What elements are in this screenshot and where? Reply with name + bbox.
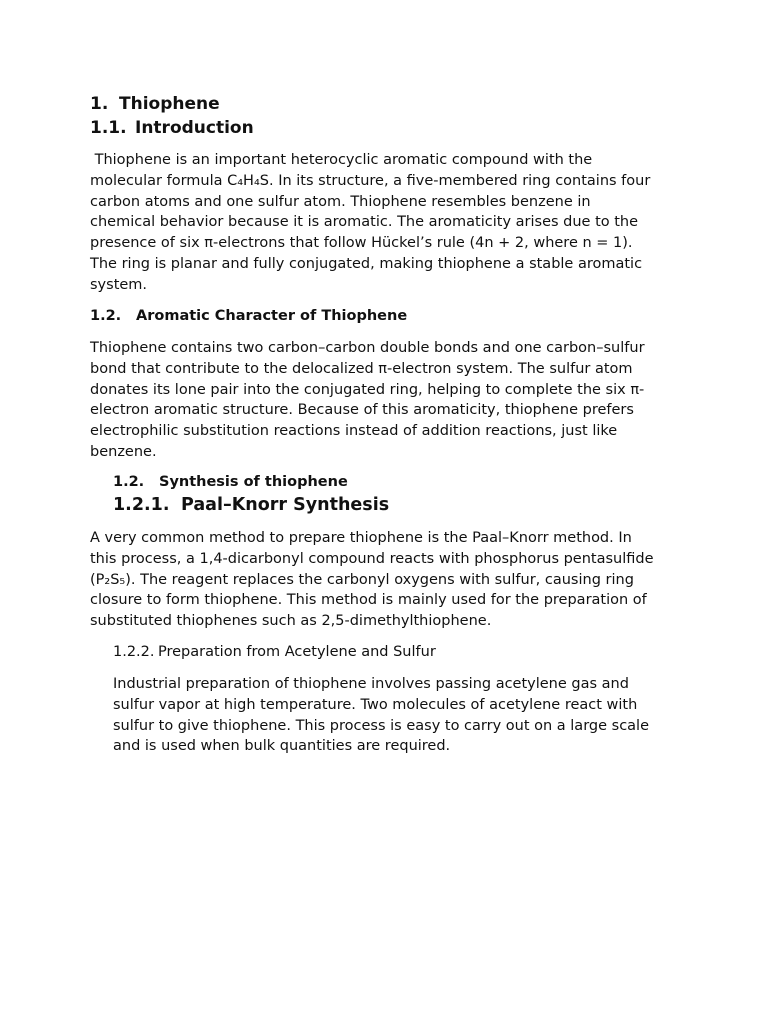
text-line: carbon atoms and one sulfur atom. Thiophene resembles benzene in: [90, 193, 591, 210]
text-line: The ring is planar and fully conjugated, making thiophene a stable aromatic: [90, 255, 643, 272]
heading-introduction: [90, 117, 254, 139]
text-line: bond that contribute to the delocalized π-electron system. The sulfur atom: [90, 360, 633, 377]
text-line: donates its lone pair into the conjugated ring, helping to complete the six π-: [90, 381, 645, 398]
heading-title: Thiophene: [119, 94, 220, 114]
paal-knorr-paragraph: [90, 528, 654, 632]
text-line: and is used when bulk quantities are required.: [113, 738, 451, 755]
intro-paragraph: [90, 150, 650, 296]
text-line: Thiophene is an important heterocyclic aromatic compound with the: [90, 152, 593, 168]
heading-number: 1.: [90, 94, 109, 114]
heading-paal-knorr: [113, 494, 389, 516]
heading-aromatic-character: [90, 307, 407, 326]
heading-acetylene-sulfur: [113, 643, 436, 662]
text-line: Industrial preparation of thiophene involves passing acetylene gas and: [113, 676, 629, 692]
text-line: Thiophene contains two carbon–carbon double bonds and one carbon–sulfur: [90, 340, 645, 356]
heading-title: Preparation from Acetylene and Sulfur: [158, 644, 436, 660]
text-line: sulfur vapor at high temperature. Two molecules of acetylene react with: [113, 696, 638, 713]
heading-title: Introduction: [135, 118, 254, 138]
text-line: system.: [90, 276, 148, 293]
heading-number: 1.2.1.: [113, 495, 170, 515]
acetylene-paragraph: [113, 674, 649, 757]
text-line: substituted thiophenes such as 2,5-dimethylthiophene.: [90, 613, 492, 630]
text-line: this process, a 1,4-dicarbonyl compound reacts with phosphorus pentasulfide: [90, 550, 654, 567]
heading-number: 1.2.2.: [113, 644, 155, 660]
heading-number: 1.2.: [90, 308, 122, 324]
text-line: (P₂S₅). The reagent replaces the carbonyl oxygens with sulfur, causing ring: [90, 571, 634, 588]
text-line: A very common method to prepare thiophene is the Paal–Knorr method. In: [90, 530, 632, 546]
aromatic-paragraph: [90, 338, 645, 463]
text-line: electron aromatic structure. Because of this aromaticity, thiophene prefers: [90, 402, 634, 419]
heading-title: Synthesis of thiophene: [159, 474, 348, 490]
heading-title: Paal–Knorr Synthesis: [181, 495, 390, 515]
text-line: sulfur to give thiophene. This process is easy to carry out on a large scale: [113, 717, 649, 734]
heading-title: Aromatic Character of Thiophene: [136, 308, 408, 324]
text-line: chemical behavior because it is aromatic. The aromaticity arises due to the: [90, 214, 639, 231]
text-line: electrophilic substitution reactions instead of addition reactions, just like: [90, 423, 618, 440]
text-line: closure to form thiophene. This method is mainly used for the preparation of: [90, 592, 647, 609]
heading-synthesis: [113, 473, 348, 492]
text-line: benzene.: [90, 443, 157, 460]
heading-number: 1.1.: [90, 118, 127, 138]
text-line: presence of six π-electrons that follow Hückel’s rule (4n + 2, where n = 1).: [90, 235, 633, 252]
heading-thiophene: [90, 93, 220, 115]
text-line: molecular formula C₄H₄S. In its structure, a five-membered ring contains four: [90, 172, 651, 189]
heading-number: 1.2.: [113, 474, 145, 490]
